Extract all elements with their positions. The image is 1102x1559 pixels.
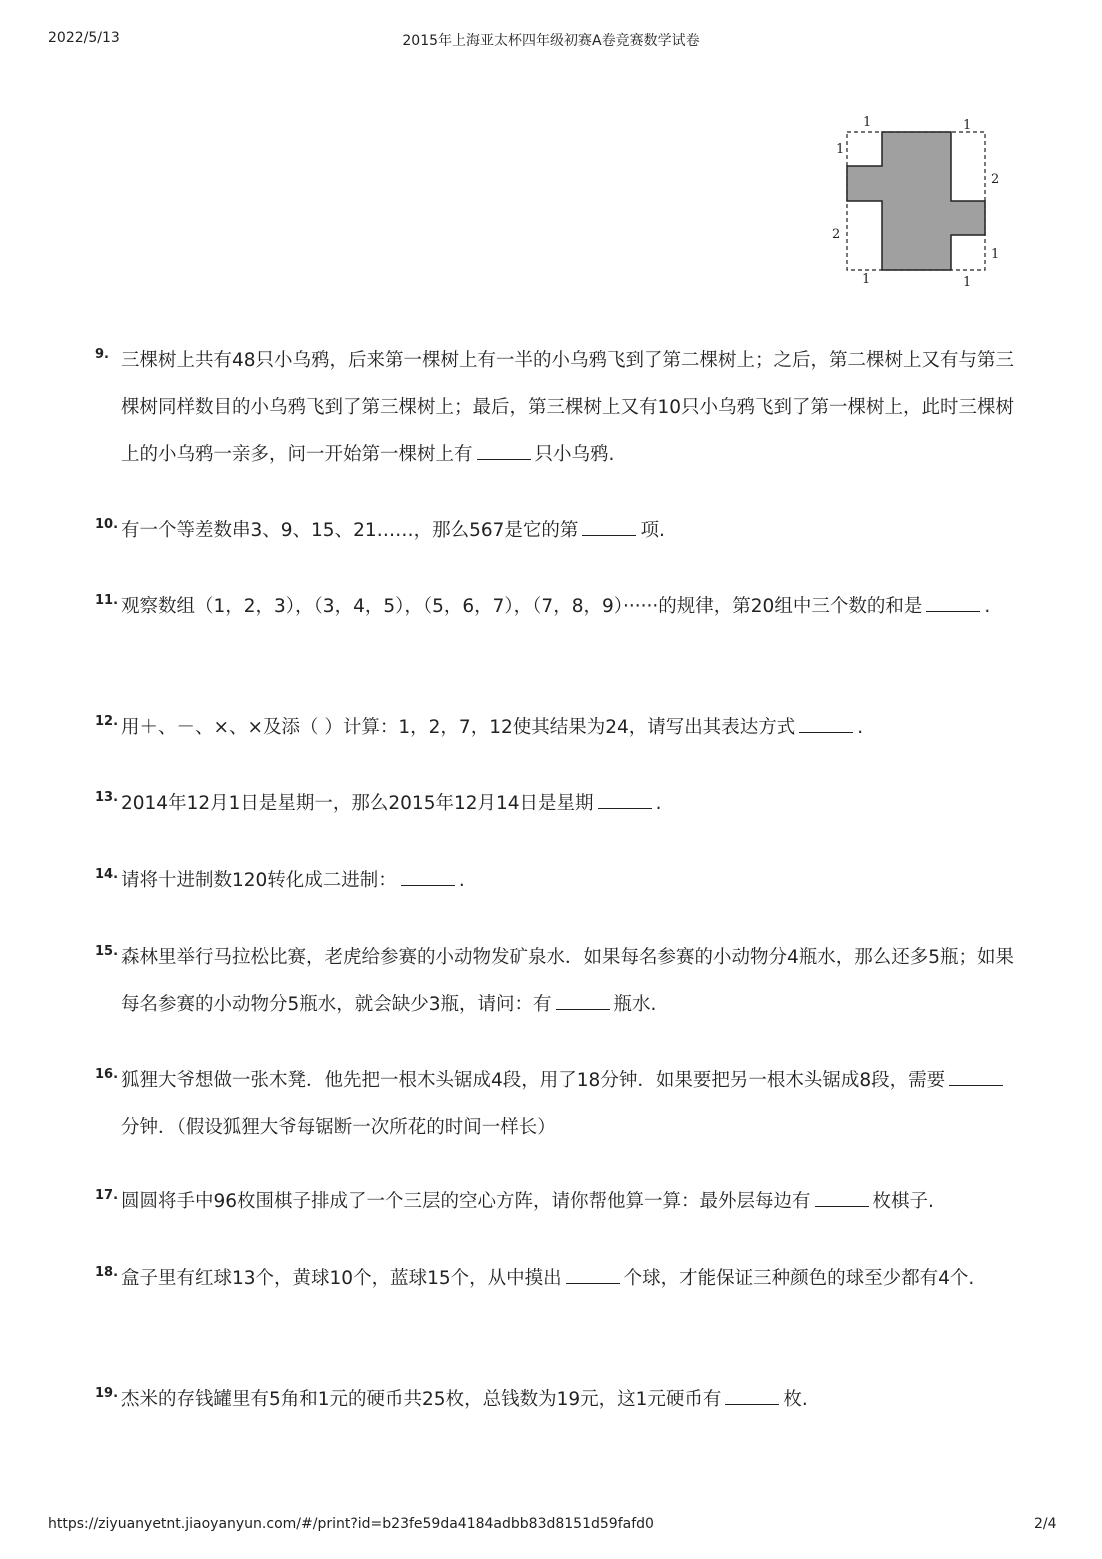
- question-number: 12.: [95, 714, 119, 729]
- header-title: 2015年上海亚太杯四年级初赛A卷竞赛数学试卷: [402, 33, 700, 49]
- label-bottom-left: 1: [862, 272, 871, 287]
- question-text: 枚棋子.: [872, 1191, 934, 1212]
- question-10: [95, 507, 1015, 554]
- answer-blank[interactable]: [799, 731, 853, 733]
- question-number: 11.: [95, 593, 119, 608]
- question-text: 个球，才能保证三种颜色的球至少都有4个.: [623, 1268, 975, 1289]
- question-text: 分钟．（假设狐狸大爷每锯断一次所花的时间一样长）: [121, 1117, 556, 1138]
- question-text: 森林里举行马拉松比赛，老虎给参赛的小动物发矿泉水．如果每名参赛的小动物分4瓶水，那么还多5瓶；如果每名参赛的小动物分5瓶水，就会缺少3瓶，请问：有: [121, 947, 1015, 1015]
- question-text: 用＋、－、×、×及添（ ）计算：1，2，7，12使其结果为24，请写出其表达方式: [121, 717, 796, 738]
- question-number: 14.: [95, 867, 119, 882]
- question-text: .: [458, 870, 465, 891]
- footer-page-number: 2/4: [1034, 1516, 1057, 1532]
- question-text: 狐狸大爷想做一张木凳．他先把一根木头锯成4段，用了18分钟．如果要把另一根木头锯成8段，需要: [121, 1070, 946, 1091]
- question-text: 只小乌鸦.: [534, 444, 615, 465]
- footer-url: https://ziyuanyetnt.jiaoyanyun.com/#/print?id=b23fe59da4184adbb83d8151d59fafd0: [48, 1516, 654, 1532]
- answer-blank[interactable]: [598, 807, 652, 809]
- question-text: .: [984, 596, 991, 617]
- question-number: 18.: [95, 1265, 119, 1280]
- header-date: 2022/5/13: [48, 30, 120, 46]
- label-left-top: 1: [836, 142, 845, 157]
- question-text: 请将十进制数120转化成二进制：: [121, 870, 397, 891]
- label-top-left: 1: [863, 115, 872, 130]
- label-right-bottom: 1: [991, 247, 1000, 262]
- answer-blank[interactable]: [582, 534, 636, 536]
- question-text: 盒子里有红球13个，黄球10个，蓝球15个，从中摸出: [121, 1268, 562, 1289]
- question-text: 圆圆将手中96枚围棋子排成了一个三层的空心方阵，请你帮他算一算：最外层每边有: [121, 1191, 811, 1212]
- question-13: [95, 780, 1015, 827]
- question-number: 9.: [95, 347, 109, 362]
- answer-blank[interactable]: [725, 1403, 779, 1405]
- question-17: [95, 1178, 1015, 1225]
- question-number: 10.: [95, 517, 119, 532]
- question-12: [95, 704, 1015, 751]
- question-text: 有一个等差数串3、9、15、21……，那么567是它的第: [121, 520, 579, 541]
- question-18: [95, 1255, 1015, 1302]
- question-11: [95, 583, 1015, 630]
- question-number: 15.: [95, 944, 119, 959]
- question-19: [95, 1376, 1015, 1423]
- question-15: [95, 934, 1015, 1028]
- answer-blank[interactable]: [556, 1008, 610, 1010]
- question-text: 枚.: [783, 1389, 808, 1410]
- question-number: 19.: [95, 1386, 119, 1401]
- cross-shape: [847, 132, 985, 270]
- answer-blank[interactable]: [949, 1084, 1003, 1086]
- label-left-lower: 2: [832, 227, 841, 242]
- question-number: 13.: [95, 790, 119, 805]
- answer-blank[interactable]: [815, 1205, 869, 1207]
- question-16: [95, 1057, 1015, 1151]
- question-text: 项.: [640, 520, 665, 541]
- question-text: .: [857, 717, 864, 738]
- question-14: [95, 857, 1015, 904]
- answer-blank[interactable]: [477, 458, 531, 460]
- question-text: 观察数组（1，2，3），（3，4，5），（5，6，7），（7，8，9）······的规律，第20组中三个数的和是: [121, 596, 923, 617]
- label-top-right: 1: [963, 118, 972, 133]
- question-text: 瓶水.: [613, 994, 657, 1015]
- question-number: 17.: [95, 1188, 119, 1203]
- cross-shape-figure: [830, 112, 1010, 292]
- question-text: .: [655, 793, 662, 814]
- answer-blank[interactable]: [401, 884, 455, 886]
- answer-blank[interactable]: [566, 1282, 620, 1284]
- label-bottom-right: 1: [963, 275, 972, 290]
- answer-blank[interactable]: [926, 610, 980, 612]
- question-9: [95, 337, 1015, 478]
- question-text: 杰米的存钱罐里有5角和1元的硬币共25枚，总钱数为19元，这1元硬币有: [121, 1389, 722, 1410]
- question-text: 2014年12月1日是星期一，那么2015年12月14日是星期: [121, 793, 594, 814]
- question-text: 三棵树上共有48只小乌鸦，后来第一棵树上有一半的小乌鸦飞到了第二棵树上；之后，第二棵树上又有与第三棵树同样数目的小乌鸦飞到了第三棵树上；最后，第三棵树上又有10只小乌鸦飞到了第一棵树上，此时三棵树上的小乌鸦一亲多，问一开始第一棵树上有: [121, 350, 1015, 465]
- question-number: 16.: [95, 1067, 119, 1082]
- label-right-upper: 2: [991, 172, 1000, 187]
